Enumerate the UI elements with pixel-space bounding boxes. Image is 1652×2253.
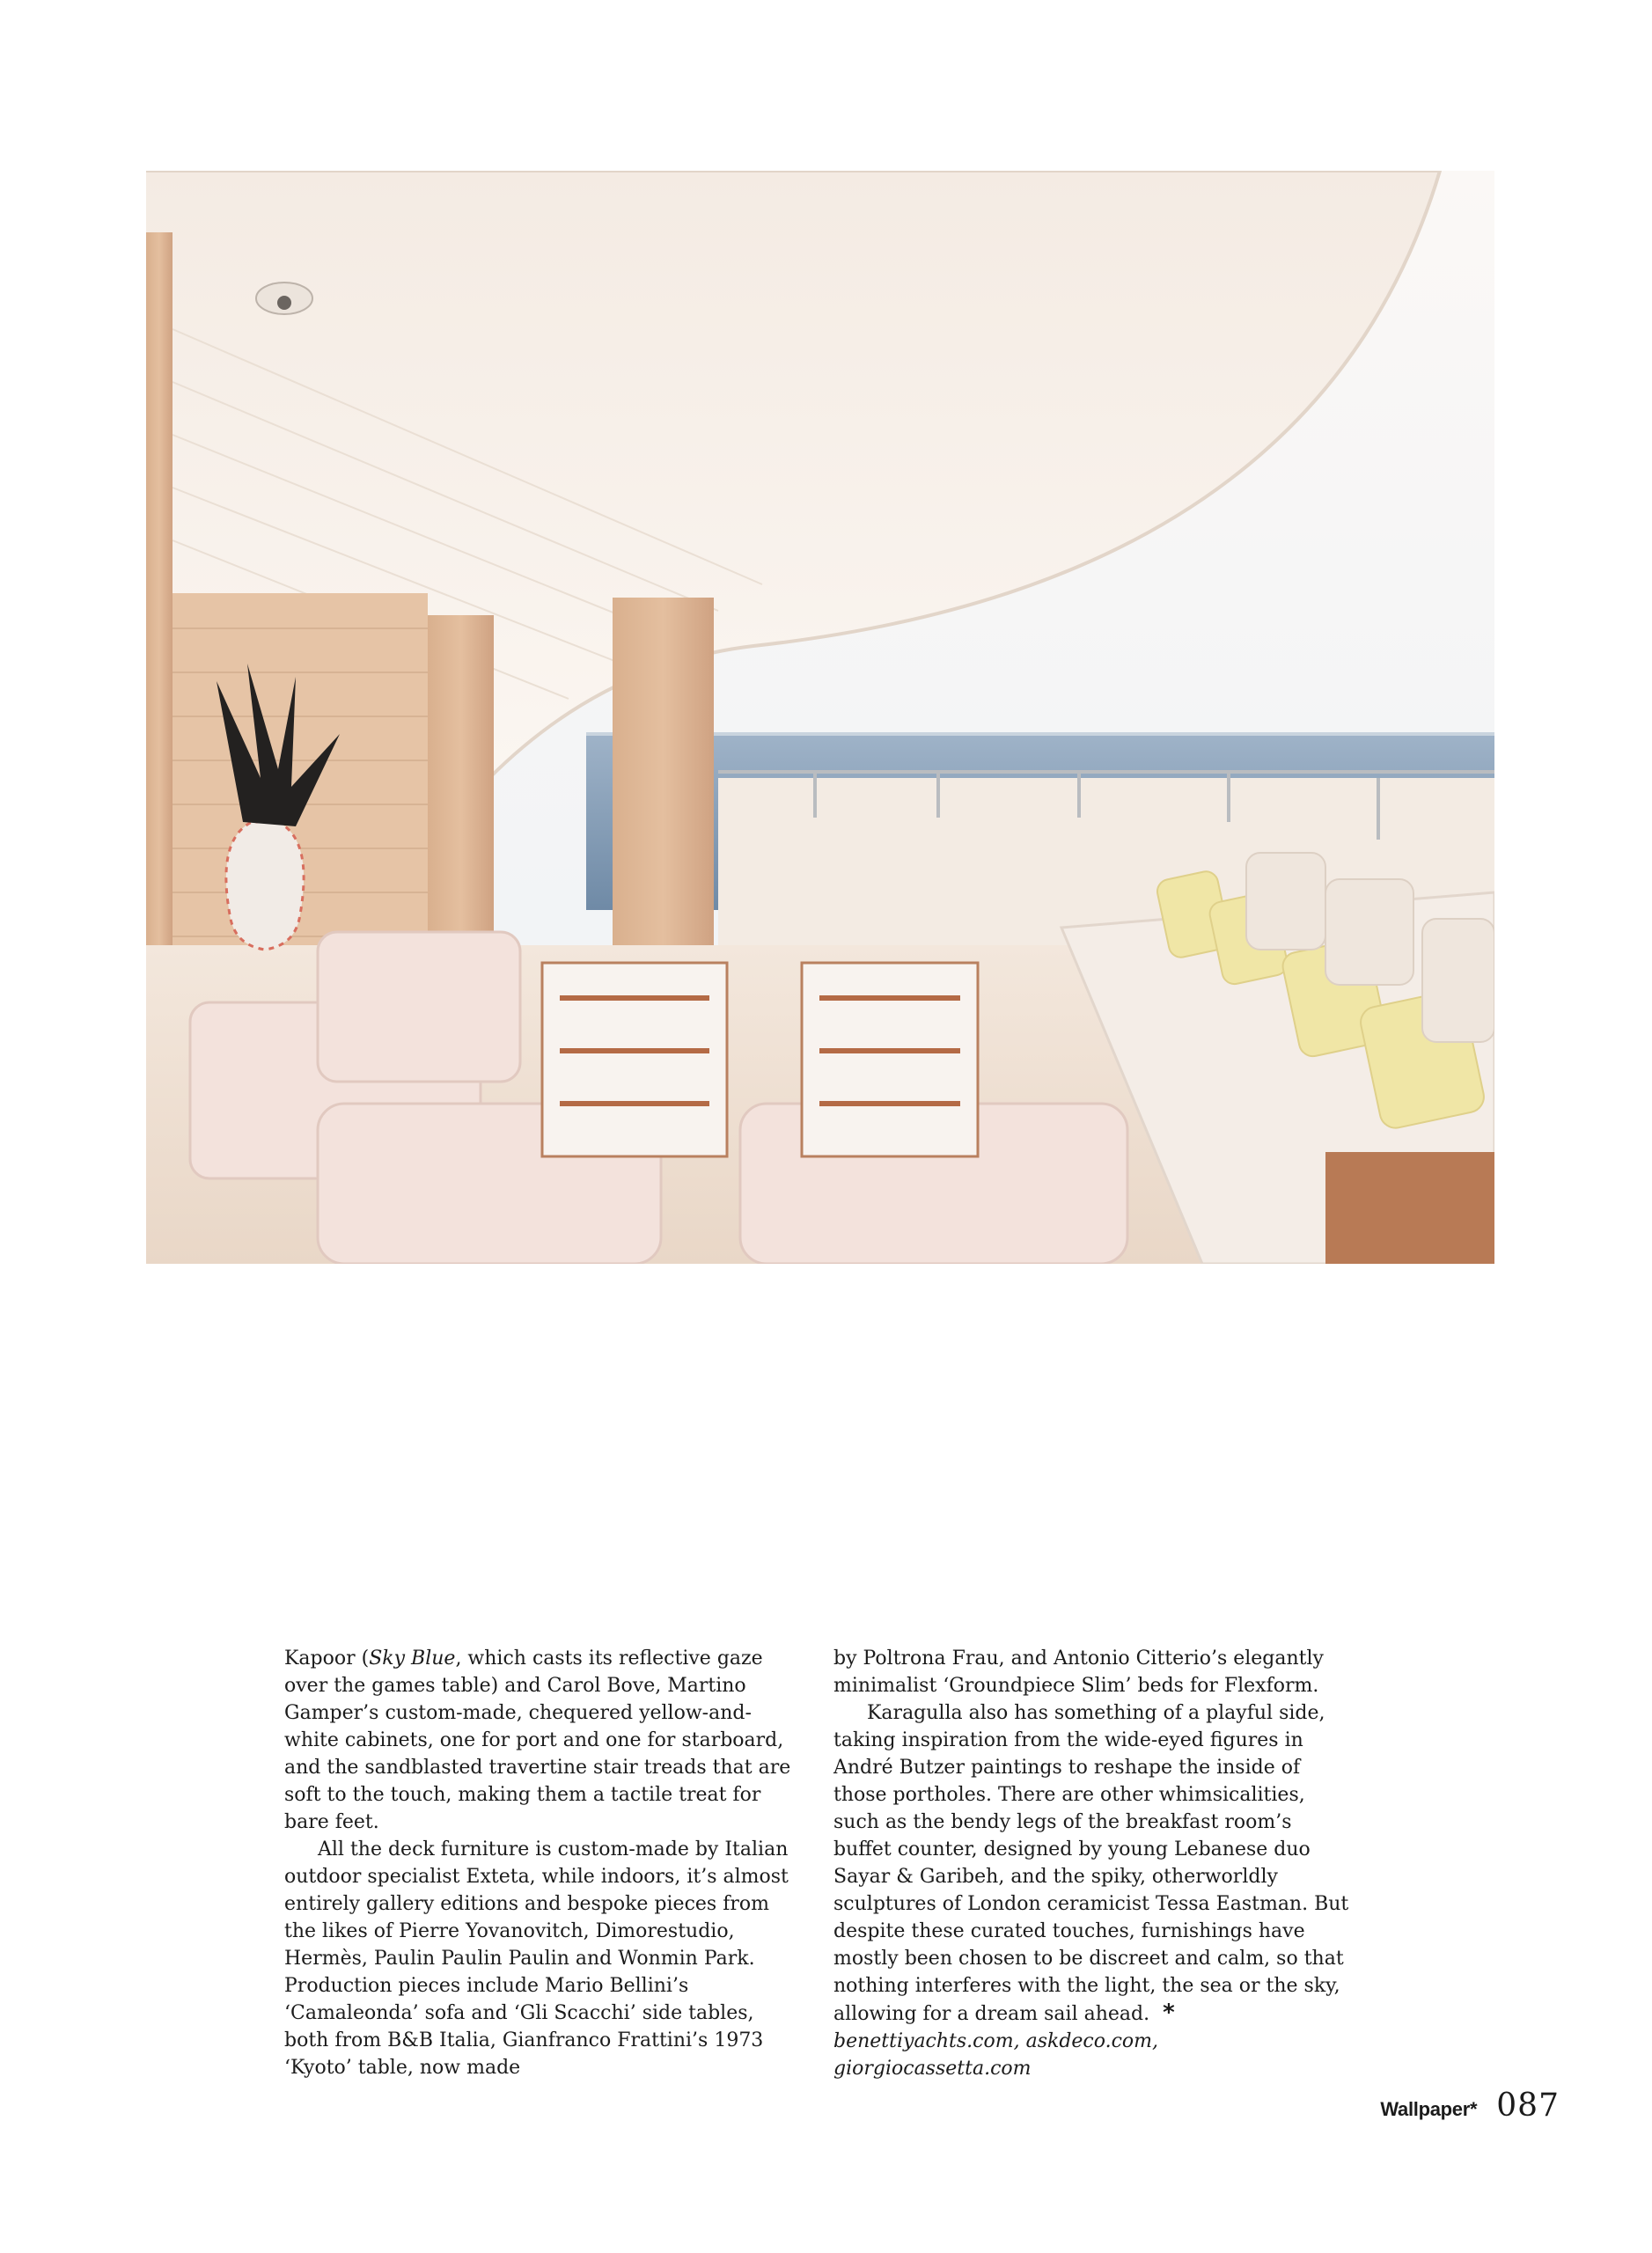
paragraph-text: All the deck furniture is custom-made by Italian outdoor specialist Exteta, while indoors, it’s almost entirely gallery editions and bespoke pieces from the likes of Pierre Yovanovitch, Dimorestudio, Hermès, Paulin Paulin Paulin and Wonmin Park. Production pieces include Mario Bellini’s ‘Camaleonda’ sofa and ‘Gli Scacchi’ side tables, both from B&B Italia, Gianfranco Frattini’s 1973 ‘Kyoto’ table, now made [284,1838,789,2079]
end-of-article-mark: * [1155,2000,1175,2026]
article-column-right [833,1645,1353,2082]
paragraph-text: Karagulla also has something of a playful side, taking inspiration from the wide-eyed figures in André Butzer paintings to reshape the inside of those portholes. There are other whimsicalities, such as the bendy legs of the breakfast room’s buffet counter, designed by young Lebanese duo Sayar & Garibeh, and the spiky, otherworldly sculptures of London ceramicist Tessa Eastman. But despite these curated touches, furnishings have mostly been chosen to be discreet and calm, so that nothing interferes with the light, the sea or the sky, allowing for a dream sail ahead. [833,1702,1349,2025]
article-paragraph [833,1699,1353,2028]
paragraph-text: , which casts its reflective gaze over the games table) and Carol Bove, Martino Gamper’s custom-made, chequered yellow-and-white cabinets, one for port and one for starboard, and the sandblasted travertine stair treads that are soft to the touch, making them a tactile treat for bare feet. [284,1648,791,1833]
magazine-brand: Wallpaper* [1380,2098,1478,2120]
page-number: 087 [1496,2088,1560,2124]
article-column-left [284,1645,804,2081]
page-footer [1380,2088,1560,2124]
paragraph-text: by Poltrona Frau, and Antonio Citterio’s elegantly minimalist ‘Groundpiece Slim’ beds for Flexform. [833,1648,1324,1697]
yacht-deck-photo [146,171,1494,1264]
article-paragraph [284,1645,804,1836]
source-credits: benettiyachts.com, askdeco.com, giorgiocassetta.com [833,2030,1159,2080]
article-paragraph [833,1645,1353,1699]
article-paragraph [284,1836,804,2081]
paragraph-text: Kapoor ( [284,1648,370,1670]
artwork-title: Sky Blue [369,1648,456,1670]
yacht-deck-illustration [146,171,1494,1264]
